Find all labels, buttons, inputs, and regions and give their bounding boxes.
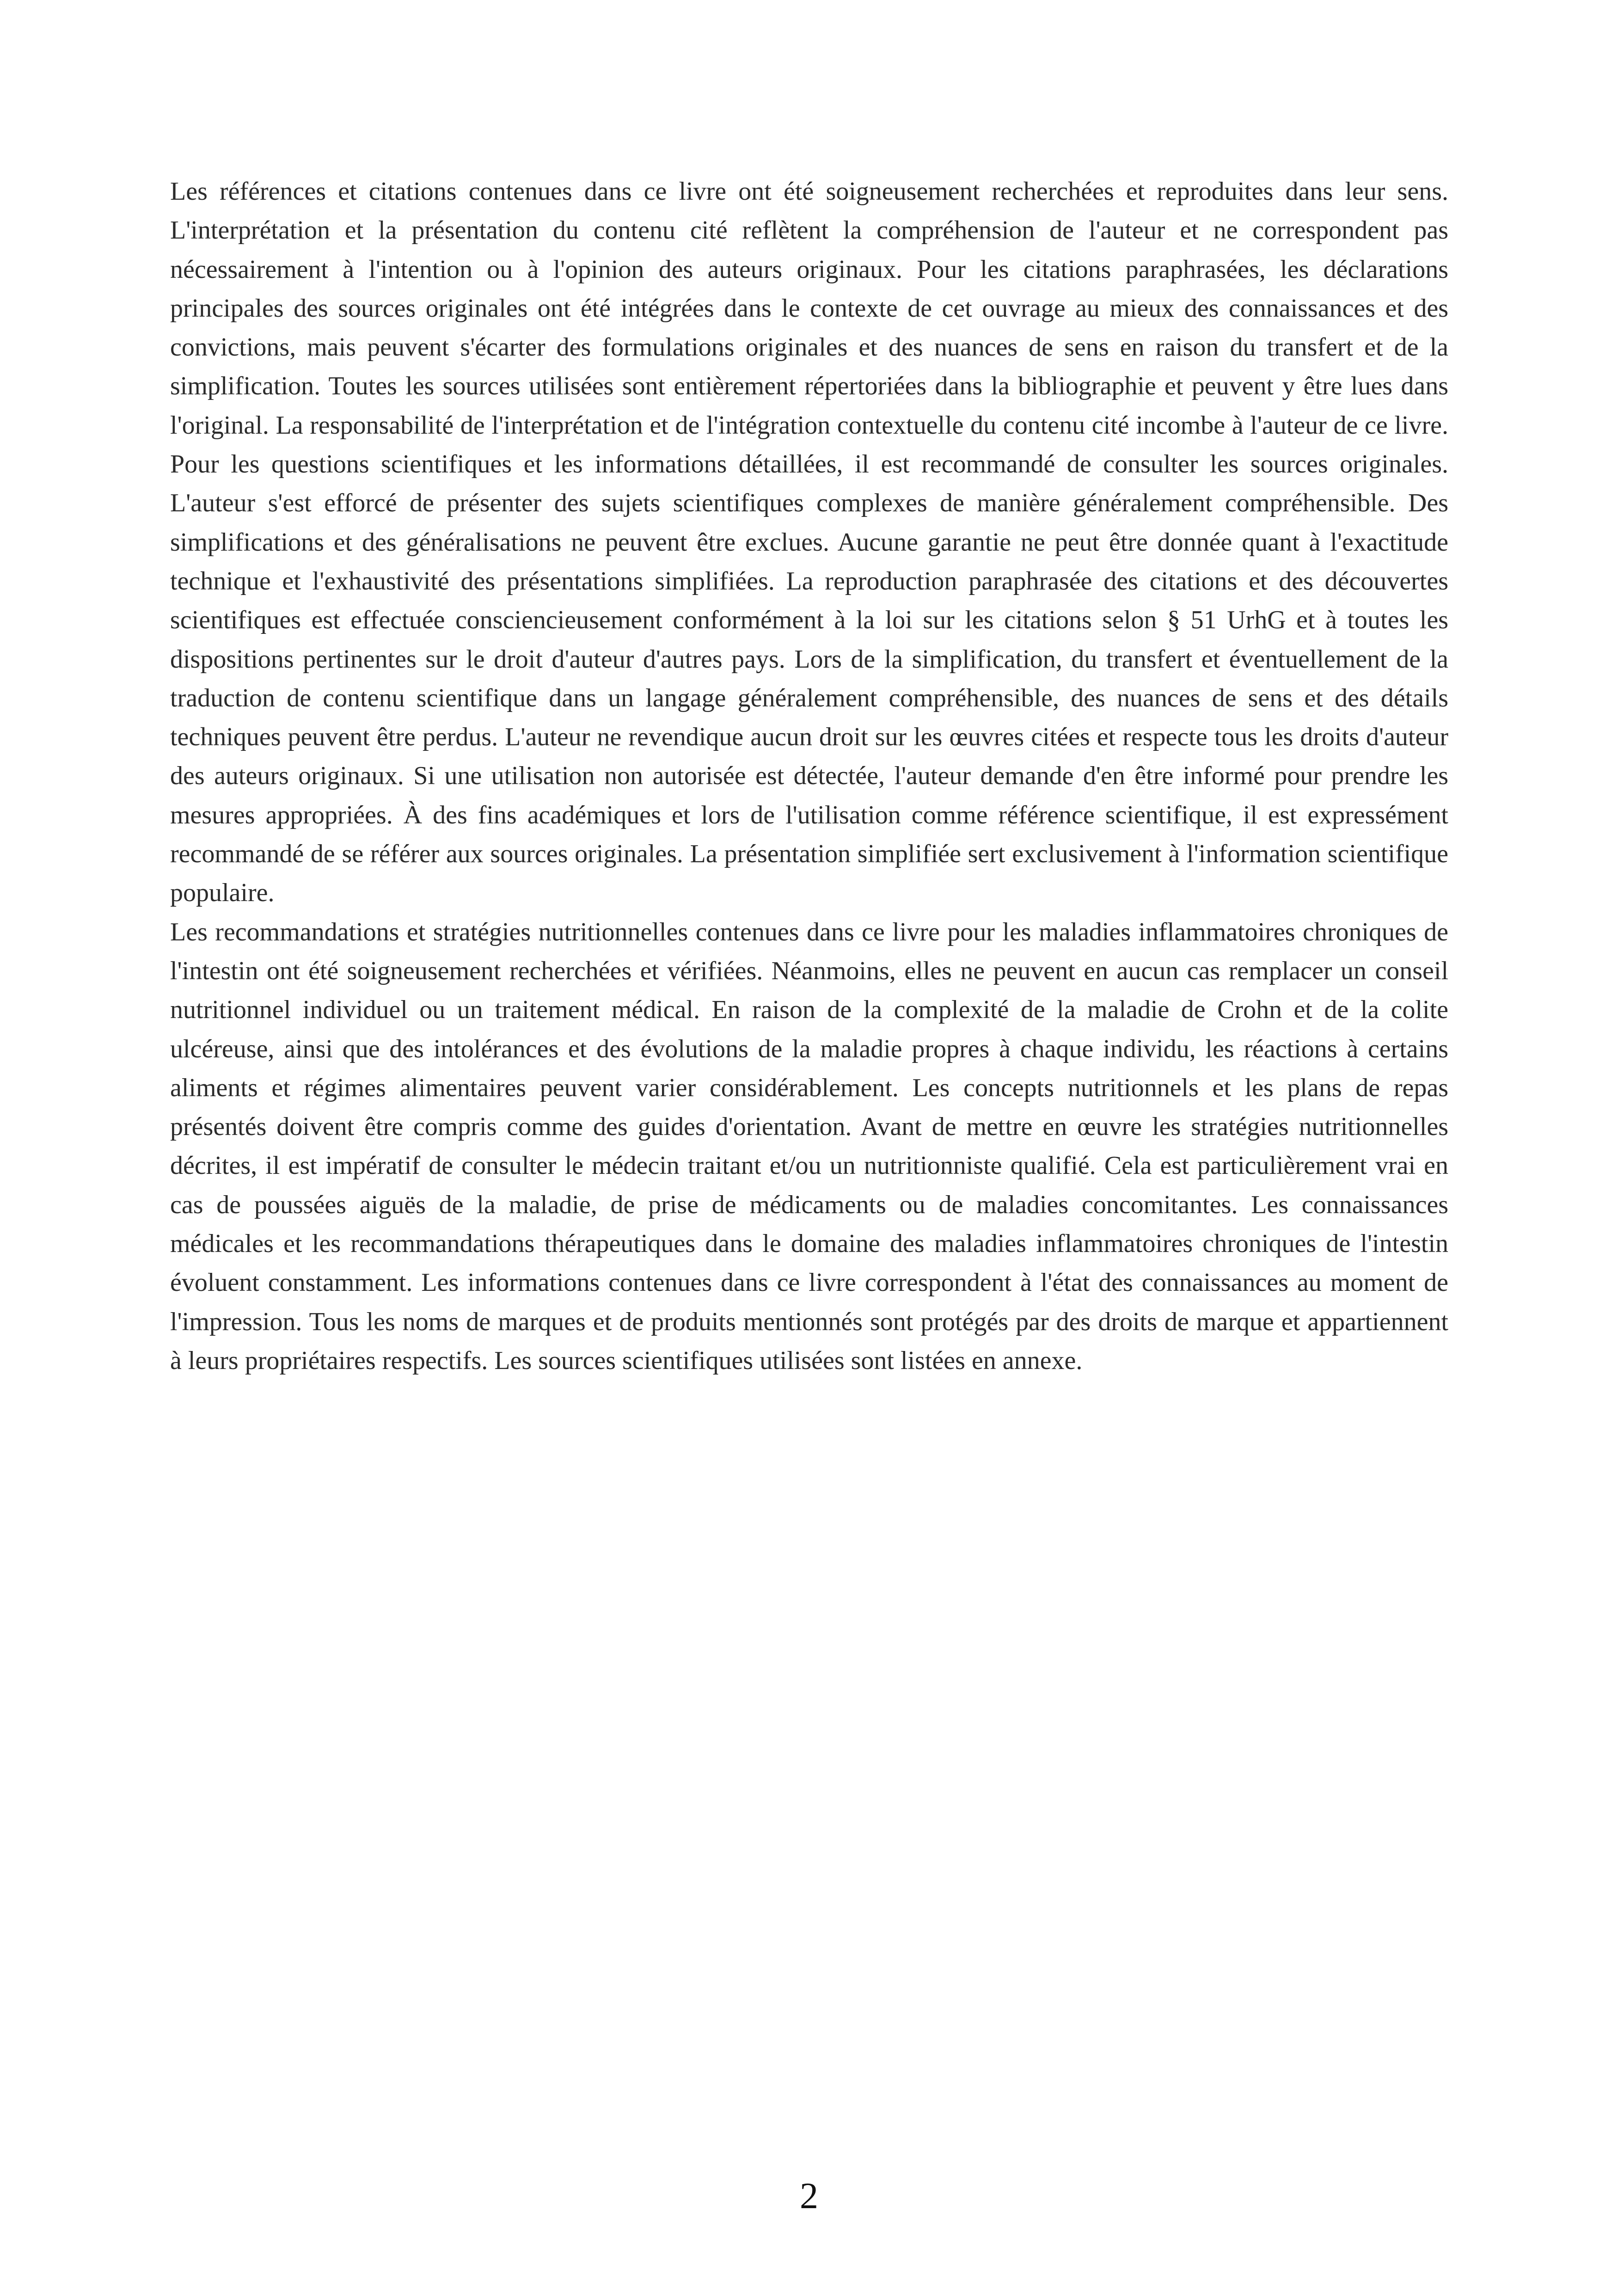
paragraph-references-disclaimer: Les références et citations contenues dans ce livre ont été soigneusement recherchées et reproduites dans leur sens. L'interprétation et la présentation du contenu cité reflètent la compréhension de l'auteur et ne correspondent pas nécessairement à l'intention ou à l'opinion des auteurs originaux. Pour les citations paraphrasées, les déclarations principales des sources originales ont été intégrées dans le contexte de cet ouvrage au mieux des connaissances et des convictions, mais peuvent s'écarter des formulations originales et des nuances de sens en raison du transfert et de la simplification. Toutes les sources utilisées sont entièrement répertoriées dans la bibliographie et peuvent y être lues dans l'original. La responsabilité de l'interprétation et de l'intégration contextuelle du contenu cité incombe à l'auteur de ce livre. Pour les questions scientifiques et les informations détaillées, il est recommandé de consulter les sources originales. L'auteur s'est efforcé de présenter des sujets scientifiques complexes de manière généralement compréhensible. Des simplifications et des généralisations ne peuvent être exclues. Aucune garantie ne peut être donnée quant à l'exactitude technique et l'exhaustivité des présentations simplifiées. La reproduction paraphrasée des citations et des découvertes scientifiques est effectuée consciencieusement conformément à la loi sur les citations selon § 51 UrhG et à toutes les dispositions pertinentes sur le droit d'auteur d'autres pays. Lors de la simplification, du transfert et éventuellement de la traduction de contenu scientifique dans un langage généralement compréhensible, des nuances de sens et des détails techniques peuvent être perdus. L'auteur ne revendique aucun droit sur les œuvres citées et respecte tous les droits d'auteur des auteurs originaux. Si une utilisation non autorisée est détectée, l'auteur demande d'en être informé pour prendre les mesures appropriées. À des fins académiques et lors de l'utilisation comme référence scientifique, il est expressément recommandé de se référer aux sources originales. La présentation simplifiée sert exclusivement à l'information scientifique populaire. bbox=[170, 177, 1448, 908]
body-text bbox=[170, 172, 1448, 1380]
page-number: 2 bbox=[800, 2176, 818, 2216]
paragraph-nutrition-disclaimer: Les recommandations et stratégies nutritionnelles contenues dans ce livre pour les maladies inflammatoires chroniques de l'intestin ont été soigneusement recherchées et vérifiées. Néanmoins, elles ne peuvent en aucun cas remplacer un conseil nutritionnel individuel ou un traitement médical. En raison de la complexité de la maladie de Crohn et de la colite ulcéreuse, ainsi que des intolérances et des évolutions de la maladie propres à chaque individu, les réactions à certains aliments et régimes alimentaires peuvent varier considérablement. Les concepts nutritionnels et les plans de repas présentés doivent être compris comme des guides d'orientation. Avant de mettre en œuvre les stratégies nutritionnelles décrites, il est impératif de consulter le médecin traitant et/ou un nutritionniste qualifié. Cela est particulièrement vrai en cas de poussées aiguës de la maladie, de prise de médicaments ou de maladies concomitantes. Les connaissances médicales et les recommandations thérapeutiques dans le domaine des maladies inflammatoires chroniques de l'intestin évoluent constamment. Les informations contenues dans ce livre correspondent à l'état des connaissances au moment de l'impression. Tous les noms de marques et de produits mentionnés sont protégés par des droits de marque et appartiennent à leurs propriétaires respectifs. Les sources scientifiques utilisées sont listées en annexe. bbox=[170, 917, 1448, 1375]
